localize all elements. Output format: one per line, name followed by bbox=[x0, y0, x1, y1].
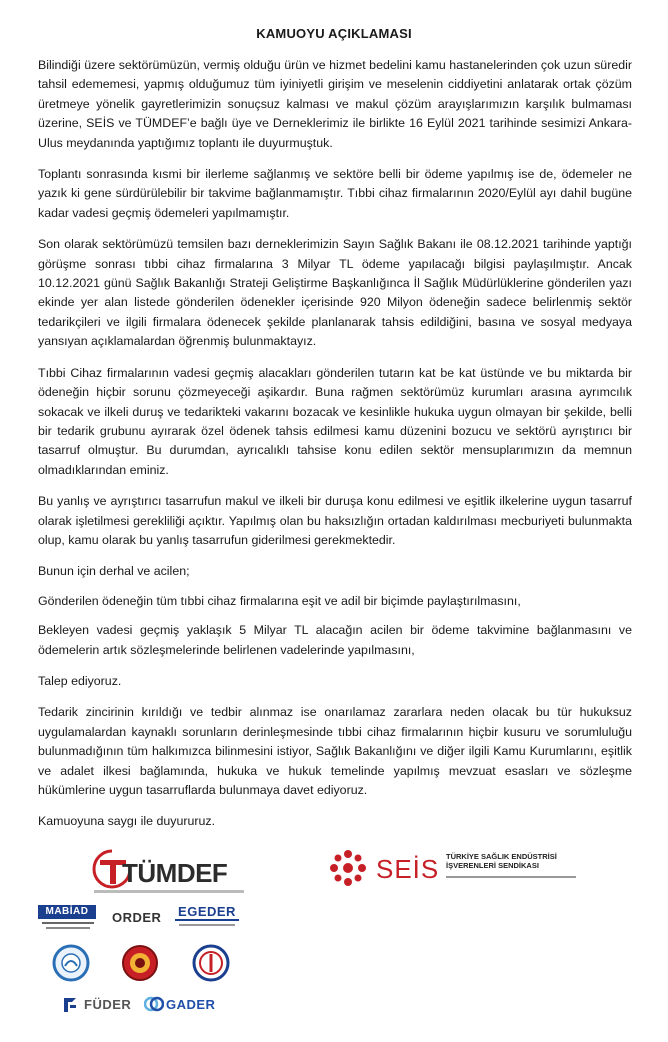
gader-mark-icon bbox=[144, 994, 164, 1014]
seis-line-1: TÜRKİYE SAĞLIK ENDÜSTRİSİ bbox=[446, 852, 557, 861]
tumdef-wordmark: TÜMDEF bbox=[122, 858, 228, 888]
paragraph: Gönderilen ödeneğin tüm tıbbi cihaz firmalarına eşit ve adil bir biçimde paylaştırılmasını, bbox=[38, 593, 521, 608]
document-title: KAMUOYU AÇIKLAMASI bbox=[256, 26, 412, 41]
paragraph: Kamuoyuna saygı ile duyururuz. bbox=[38, 814, 216, 829]
tumdef-logo bbox=[92, 848, 242, 898]
seis-line-2: İŞVERENLERİ SENDİKASI bbox=[446, 861, 539, 870]
paragraph: Bu yanlış ve ayrıştırıcı tasarrufun makul ve ilkeli bir duruşa konu edilmesi ve eşitlik ilkelerine uygun tasarruf olarak işletilmesi gerekliliği açıktır. Yapılmış olan bu haksızlığın ortadan kaldırılması mecburiyeti bulunmakta olup, kamu olarak bu yanlış tasarrufun giderilmesi gerekmektedir. bbox=[38, 494, 632, 547]
paragraph: Bilindiği üzere sektörümüzün, vermiş olduğu ürün ve hizmet bedelini kamu hastanelerinden çok uzun süredir tahsil edememesi, yapmış olduğumuz tüm iyiniyetli girişim ve meselenin ciddiyetini anlatarak ortak çözüm üretmeye yönelik gayretlerimizin sonuçsuz kalması ve makul çözüm arayışlarımızın karşılık bulmaması üzerine, SEİS ve TÜMDEF’e bağlı üye ve Derneklerimiz ile birlikte 16 Eylül 2021 tarihinde sesimizi Ankara-Ulus meydanında yaptığımız toplantı ile duyurmuştuk. bbox=[38, 58, 632, 150]
order-logo: ORDER bbox=[112, 910, 162, 925]
tumdef-subtitle-line bbox=[94, 890, 244, 893]
egeder-wordmark: EGEDER bbox=[175, 904, 239, 921]
paragraph: Tedarik zincirinin kırıldığı ve tedbir alınmaz ise onarılamaz zararlara neden olacak bu tür hukuksuz uygulamalardan kaynaklı sorunların derinleşmesinde tıbbi cihaz firmalarının hiçbir kusuru ve sorumluluğu bulunmadığının tüm halkımızca bilinmesini istiyor, Sağlık Bakanlığını ve diğer ilgili Kamu Kurumlarını, eşitlik ve adalet ilkesi bağlamında, hukuka ve hukuk temelinde yapılmış mevzuat esasları ve sözleşme hükümlerine uygun tasarruflarda bulunmaya davet ediyoruz. bbox=[38, 705, 632, 797]
association-seal-icon bbox=[192, 944, 230, 982]
association-seal-icon bbox=[121, 944, 159, 982]
gader-wordmark: GADER bbox=[166, 997, 216, 1012]
mabiad-subtitle-line bbox=[42, 922, 94, 924]
seis-fullname bbox=[446, 852, 557, 870]
gader-logo bbox=[144, 994, 224, 1016]
association-seal-icon bbox=[52, 944, 90, 982]
mabiad-wordmark: MABİAD bbox=[38, 905, 96, 919]
paragraph: Tıbbi Cihaz firmalarının vadesi geçmiş alacakları gönderilen tutarın kat be kat üstünde ve bu miktarda bir ödeneğin hiçbir sorunu çözmeyeceği aşikardır. Buna rağmen sektörümüz kurumları arasına ayrımcılık sokacak ve ilkeli duruş ve tedarikteki vakarını bozacak ve kesinlikle hukuka uygun olmayan bir şekilde, belli bir tedarik grubunu ayırarak özel ödenek tahsis edilmesi kamu düzenini bozucu ve sektörü ayrıştırıcı bir tasarruf olmuştur. Bu durumdan, ayrıcalıklı tahsise konu edilen sektör mensuplarımızın da memnun olmadıklarından eminiz. bbox=[38, 365, 632, 477]
fuder-mark-icon bbox=[62, 996, 80, 1014]
fuder-logo bbox=[62, 996, 132, 1016]
paragraph: Talep ediyoruz. bbox=[38, 673, 122, 688]
mabiad-subtitle-line bbox=[46, 927, 90, 929]
egeder-subtitle-line bbox=[179, 924, 235, 926]
fuder-wordmark: FÜDER bbox=[84, 997, 132, 1012]
seis-logo bbox=[326, 846, 576, 894]
paragraph: Toplantı sonrasında kısmi bir ilerleme sağlanmış ve sektöre belli bir ödeme yapılmış ise de, ödemeler ne yazık ki gene sürdürülebilir bir takvime bağlanmamıştır. Tıbbi cihaz firmalarının 2020/Eylül ayı dahil bugüne kadar vadesi geçmiş ödemeleri yapılmamıştır. bbox=[38, 167, 632, 220]
paragraph: Bunun için derhal ve acilen; bbox=[38, 564, 190, 579]
seis-mark-icon bbox=[326, 846, 370, 890]
seis-subtitle-line bbox=[446, 876, 576, 878]
paragraph: Son olarak sektörümüzü temsilen bazı derneklerimizin Sayın Sağlık Bakanı ile 08.12.2021 tarihinde yaptığı görüşme sonrası tıbbi cihaz firmalarına 3 Milyar TL ödeme yapılacağı bilgisi paylaşılmıştır. Ancak 10.12.2021 günü Sağlık Bakanlığı Strateji Geliştirme Başkanlığınca İl Sağlık Müdürlüklerine gönderilen yazı ekinde yer alan listede gönderilen ödenekler içerisinde 920 Milyon ödeneğin sadece belirlenmiş sektör tedarikçileri ve ilgili firmalara ödenecek şekilde planlanarak tahsis edildiğini, basına ve sosyal medyaya yansıyan açıklamalardan öğrenmiş bulunmaktayız. bbox=[38, 237, 632, 349]
egeder-logo bbox=[175, 904, 241, 930]
seis-wordmark: SEİS bbox=[376, 854, 440, 884]
paragraph: Bekleyen vadesi geçmiş yaklaşık 5 Milyar TL alacağın acilen bir ödeme takvimine bağlanmasını ve ödemelerin artık sözleşmelerinde belirlenen vadelerinde yapılmasını, bbox=[38, 623, 632, 657]
mabiad-logo bbox=[38, 905, 98, 935]
